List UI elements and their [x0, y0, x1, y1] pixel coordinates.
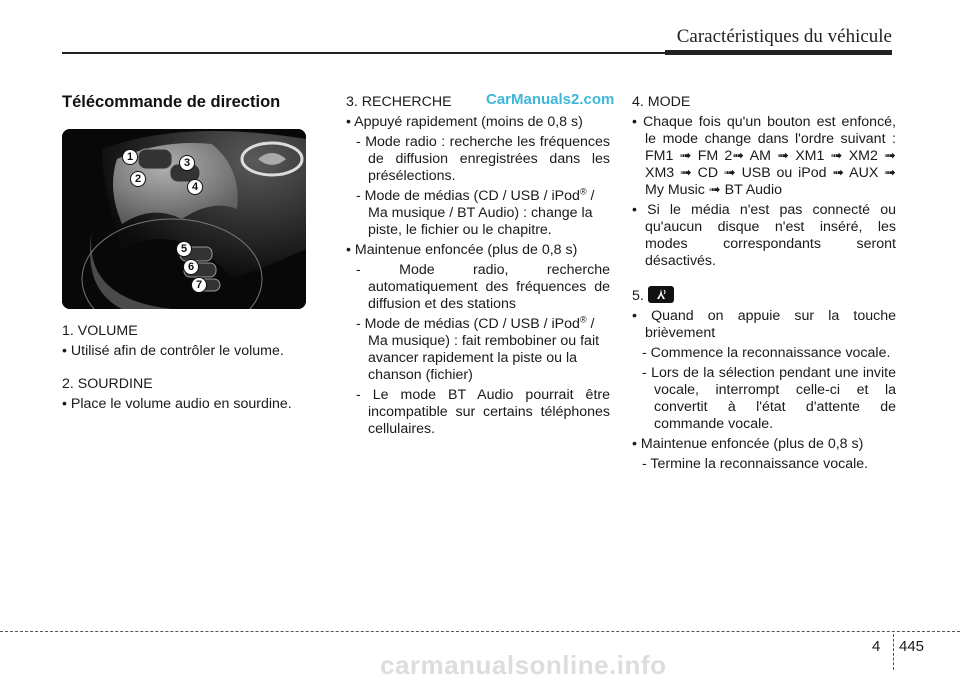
column-right — [632, 94, 896, 473]
callout-4: 4 — [187, 179, 203, 195]
volume-title: 1. VOLUME — [62, 323, 138, 339]
mode-order-bullet: • Chaque fois qu'un bouton est enfoncé, le mode change dans l'ordre suivant : FM1 ➟ FM 2➟ AM ➟ XM1 ➟ XM2 ➟ XM3 ➟ CD ➟ USB ou iPod ➟ AUX ➟ My Music ➟ BT Audio — [632, 114, 896, 198]
voice-short-press-bullet: • Quand on appuie sur la touche brièvement — [632, 308, 896, 341]
callout-5: 5 — [176, 241, 192, 257]
mode-title: 4. MODE — [632, 94, 691, 110]
column-left — [62, 94, 306, 413]
footer-separator — [893, 634, 894, 670]
volume-bullet: • Utilisé afin de contrôler le volume. — [62, 343, 284, 359]
watermark-link[interactable]: CarManuals2.com — [486, 91, 615, 108]
mode-disabled-bullet: • Si le média n'est pas connecté ou qu'aucun disque n'est inséré, les modes correspondants seront désactivés. — [632, 202, 896, 269]
dash-text: / Ma musique) : fait rembobiner ou fait avancer rapidement la piste ou la chanson (fichier) — [368, 316, 600, 383]
dash-text: / Ma musique / BT Audio) : change la piste, le fichier ou le chapitre. — [368, 188, 595, 238]
callout-1: 1 — [122, 149, 138, 165]
section-heading: Télécommande de direction — [62, 93, 281, 111]
voice-recognition-icon — [648, 286, 674, 303]
seek-radio-dash: - Mode radio : recherche les fréquences de diffusion enregistrées dans les présélections. — [356, 134, 610, 184]
voice-end-dash: - Termine la reconnaissance vocale. — [642, 456, 869, 472]
chapter-number: 4 — [872, 638, 881, 655]
running-header: Caractéristiques du véhicule — [676, 26, 892, 47]
steering-wheel-photo — [62, 129, 306, 309]
header-rule-accent — [665, 50, 892, 55]
footer-watermark: carmanualsonline.info — [380, 650, 667, 680]
seek-short-press-bullet: • Appuyé rapidement (moins de 0,8 s) — [346, 114, 583, 130]
column-middle — [346, 94, 610, 438]
registered-mark: ® — [579, 314, 587, 325]
seek-media-ff-dash — [346, 316, 610, 384]
voice-title — [632, 286, 896, 305]
dash-text: - Mode de médias (CD / USB / iPod — [356, 188, 580, 204]
dash-text: - Mode de médias (CD / USB / iPod — [356, 316, 580, 332]
seek-title: 3. RECHERCHE — [346, 94, 452, 110]
callout-6: 6 — [183, 259, 199, 275]
mute-bullet: • Place le volume audio en sourdine. — [62, 396, 292, 412]
seek-long-press-bullet: • Maintenue enfoncée (plus de 0,8 s) — [346, 242, 578, 258]
seek-radio-auto-dash: - Mode radio, recherche automatiquement des fréquences de diffusion et des stations — [356, 262, 610, 312]
footer-rule — [0, 631, 960, 632]
voice-interrupt-dash: - Lors de la sélection pendant une invite vocale, interrompt celle-ci et la convertit à l'état d'attente de commande vocale. — [642, 365, 896, 432]
voice-number: 5. — [632, 288, 644, 304]
voice-start-dash: - Commence la reconnaissance vocale. — [642, 345, 891, 361]
callout-2: 2 — [130, 171, 146, 187]
callout-7: 7 — [191, 277, 207, 293]
callout-3: 3 — [179, 155, 195, 171]
registered-mark: ® — [579, 186, 587, 197]
seek-media-dash — [346, 188, 610, 239]
voice-long-press-bullet: • Maintenue enfoncée (plus de 0,8 s) — [632, 436, 864, 452]
page-number: 445 — [899, 638, 925, 655]
bt-audio-dash: - Le mode BT Audio pourrait être incompatible sur certains téléphones cellulaires. — [356, 387, 610, 437]
mute-title: 2. SOURDINE — [62, 376, 153, 392]
